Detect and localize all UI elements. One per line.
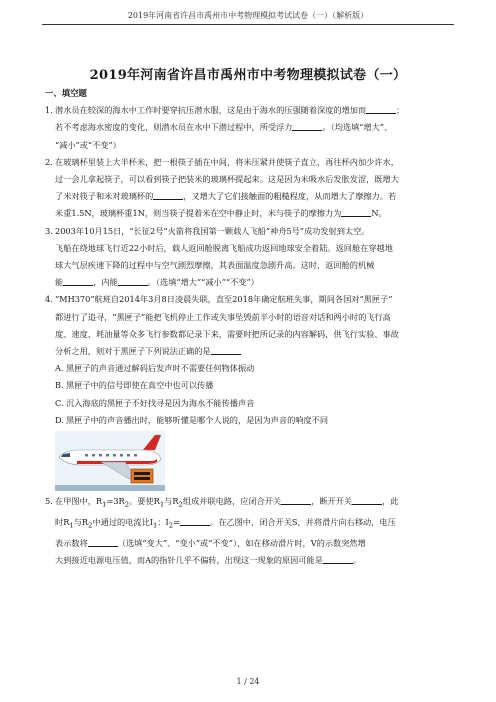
page-header: 2019年河南省许昌市禹州市中考物理模拟考试试卷（一）（解析版） — [127, 11, 369, 20]
answer-blank — [63, 276, 93, 286]
question-text: ，此 — [382, 496, 399, 507]
question-text: 。要使R — [129, 496, 160, 507]
question-text: ； — [396, 105, 405, 116]
question-text: 与R — [73, 516, 89, 527]
option-text: 黑匣子的声音通过解码后发声时不需要任何物体振动 — [66, 363, 255, 374]
question-text: 。在乙图中，闭合开关S，并将滑片向右移动，电压 — [210, 516, 396, 527]
subscript: 2 — [124, 500, 130, 509]
question-number: 1. — [45, 105, 53, 116]
answer-blank — [281, 495, 311, 505]
question-5 — [45, 493, 457, 569]
question-text: ：I — [157, 516, 169, 527]
answer-blank — [352, 495, 382, 505]
answer-blank — [153, 190, 183, 200]
page-number: 1 / 24 — [236, 677, 260, 686]
question-text: 与R — [164, 496, 179, 507]
question-text: R — [95, 496, 103, 507]
option-letter: B. — [55, 380, 64, 391]
question-text: 。 — [352, 554, 362, 565]
subscript: 2 — [88, 521, 93, 530]
question-text: ，又增大了它们接触面的粗糙程度，从而增大了摩擦力。若 — [183, 191, 397, 202]
question-text: 。（均选填“增大”、 — [322, 122, 393, 133]
option-b — [45, 377, 457, 394]
question-text: 在甲图中， — [55, 496, 96, 507]
subscript: 1 — [69, 521, 74, 530]
section-heading: 一、填空题 — [45, 88, 87, 98]
question-text: 组成并联电路，应闭合开关 — [182, 496, 282, 507]
answer-blank — [88, 537, 118, 547]
answer-blank — [211, 345, 241, 355]
subscript: 1 — [159, 500, 165, 509]
question-text: 潜水员在较深的海水中工作时要穿抗压潜水服，这是由于海水的压强随着深度的增加而 — [55, 105, 367, 116]
option-letter: D. — [55, 414, 64, 425]
subscript: 1 — [153, 521, 158, 530]
subscript: 2 — [178, 500, 183, 509]
question-text: =3R — [106, 496, 125, 507]
answer-blank — [323, 554, 353, 564]
question-text: 表示数将 — [55, 537, 88, 548]
option-text: 黑匣子中的声音播出时，能够听懂是哪个人说的，是因为声音的响度不同 — [66, 414, 329, 425]
question-text: 度、速度、耗油量等众多飞行参数都记录下来，需要时把所记录的内容解码，供飞行实验、事故 — [55, 328, 399, 339]
option-letter: A. — [55, 363, 64, 374]
question-text: 若不考虑海水密度的变化，则潜水员在水中下潜过程中，所受浮力 — [55, 122, 293, 133]
question-text: ，断开开关 — [311, 496, 353, 507]
question-text: 分析之用，则对于黑匣子下列说法正确的是 — [55, 346, 211, 357]
question-text: 都进行了追寻，“黑匣子”能把飞机停止工作或失事坠毁前半小时的语音对话和两小时的飞行高 — [55, 311, 391, 322]
question-text: 在玻璃杯里装上大半杯米，把一根筷子插在中间，将米压紧并使筷子直立，再往杯内加少许水， — [55, 156, 399, 167]
question-text: 2003年10月15日，“长征2号”火箭将我国第一颗载人飞船“神舟5号”成功发射到太空。 — [55, 225, 370, 236]
question-4 — [45, 291, 457, 491]
answer-blank — [180, 516, 210, 526]
header-divider — [42, 24, 454, 25]
answer-blank — [118, 276, 148, 286]
answer-blank — [366, 104, 396, 114]
question-text: 大到接近电源电压值，而A的指针几乎不偏转，出现这一现象的原因可能是 — [55, 554, 323, 565]
question-text: 米重1.5N，玻璃杯重1N，则当筷子提着米在空中静止时，米与筷子的摩擦力为 — [55, 208, 342, 219]
question-number: 3. — [45, 225, 53, 236]
question-text: 时R — [55, 516, 70, 527]
option-text: 沉入海底的黑匣子不好找寻是因为海水不能传播声音 — [66, 397, 255, 408]
question-text: ，内能 — [93, 277, 118, 288]
question-number: 5. — [45, 496, 53, 507]
question-text: 。（选填“增大”“减小”“不变”） — [147, 277, 259, 288]
option-text: 黑匣子中的信号即使在真空中也可以传播 — [66, 380, 214, 391]
subscript: 1 — [102, 500, 107, 509]
question-text: “减小”或“不变”） — [55, 139, 121, 150]
document-body — [45, 85, 457, 569]
option-a — [45, 360, 457, 377]
black-box-airplane-figure — [55, 431, 165, 491]
question-text: 球大气层疾速下降的过程中与空气剧烈摩擦，其表面温度急剧升高。这时，返回舱的机械 — [55, 260, 375, 271]
airplane-icon — [55, 431, 165, 491]
question-text: N。 — [371, 208, 387, 219]
question-text: 中通过的电流比I — [92, 516, 153, 527]
option-d — [45, 412, 457, 429]
subscript: 2 — [168, 521, 174, 530]
question-3 — [45, 223, 457, 292]
document-title: 2019年河南省许昌市禹州市中考物理模拟试卷（一） — [89, 68, 407, 83]
question-text: = — [173, 516, 181, 527]
question-number: 2. — [45, 156, 53, 167]
answer-blank — [292, 121, 322, 131]
question-text: 飞船在绕地球飞行近22小时后，载人返回舱脱离飞船成功返回地球安全着陆。返回舱在穿越地 — [55, 242, 393, 253]
question-text: 过一会儿拿起筷子，可以看到筷子把装米的玻璃杯提起来。这是因为米吸水后发胀发涩，既增大 — [55, 174, 399, 185]
question-text: 能 — [55, 277, 64, 288]
answer-blank — [341, 207, 371, 217]
option-c — [45, 395, 457, 412]
question-text: 了米对筷子和米对玻璃杯的 — [55, 191, 154, 202]
question-number: 4. — [45, 294, 53, 305]
question-1 — [45, 102, 457, 154]
question-text: “MH370”航班自2014年3月8日凌晨失联，直至2018年确定航班失事，期间各国对“黑匣子” — [55, 294, 393, 305]
option-letter: C. — [55, 397, 64, 408]
question-text: （选填“变大”、“变小”或“不变”），如在移动滑片时，V的示数突然增 — [117, 537, 366, 548]
question-2 — [45, 154, 457, 223]
